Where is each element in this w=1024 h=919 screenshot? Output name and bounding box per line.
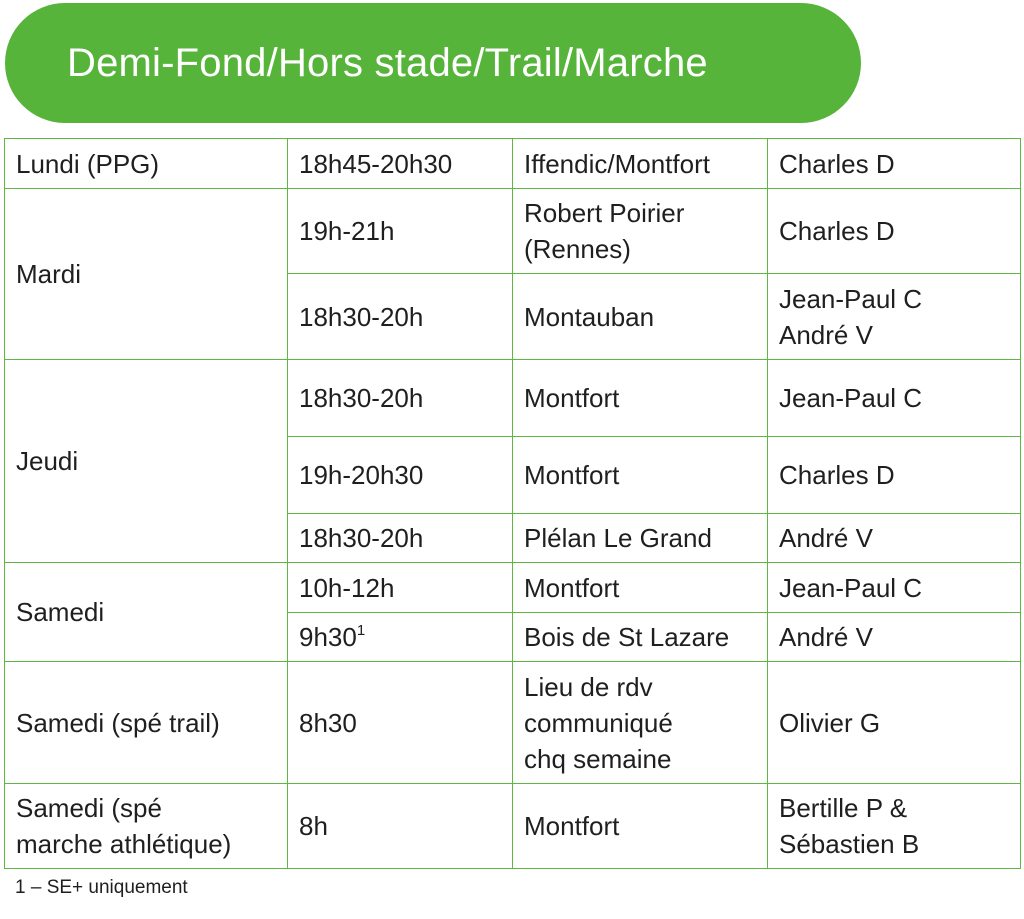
place-cell [513,139,768,189]
time-cell [288,139,513,189]
coach-value: Charles D [779,460,895,490]
time-value: 18h45-20h30 [299,148,453,179]
day-cell [5,139,288,189]
time-value: 8h30 [299,707,357,738]
place-cell [513,437,768,514]
day-label: Samedi (spé [16,793,162,823]
time-cell [288,563,513,613]
coach-value: André V [779,523,873,553]
time-value: 8h [299,811,328,841]
time-cell [288,613,513,662]
table-row [5,189,1021,274]
day-cell [5,784,288,869]
title-banner [5,3,861,123]
day-cell [5,563,288,662]
place-value: Montfort [524,460,620,490]
table-row [5,360,1021,437]
coach-cell [768,139,1021,189]
place-value: Robert Poirier [524,198,685,228]
time-value: 18h30-20h [299,301,424,332]
day-label: Jeudi [16,446,79,476]
day-cell [5,189,288,360]
time-value: 19h-21h [299,216,395,246]
time-cell [288,662,513,784]
day-label: marche athlétique) [16,829,232,859]
time-cell [288,189,513,274]
time-value: 10h-12h [299,572,395,603]
coach-cell [768,563,1021,613]
place-value: Montauban [524,301,655,332]
day-label: Samedi [16,597,105,627]
place-cell [513,514,768,563]
time-cell [288,437,513,514]
time-value: 9h30 [299,622,357,652]
coach-value: Charles D [779,148,895,179]
table-row [5,139,1021,189]
place-value: Iffendic/Montfort [524,148,710,179]
time-cell [288,274,513,360]
place-value: communiqué [524,707,673,738]
coach-value: Jean-Paul C [779,383,923,413]
day-label: Mardi [16,259,82,289]
coach-value: Bertille P & [779,793,908,823]
coach-cell [768,360,1021,437]
coach-cell [768,437,1021,514]
place-value: Plélan Le Grand [524,523,712,553]
coach-cell [768,189,1021,274]
coach-cell [768,613,1021,662]
place-value: Montfort [524,572,620,603]
coach-value: André V [779,622,873,652]
coach-cell [768,514,1021,563]
coach-cell [768,784,1021,869]
page-title: Demi-Fond/Hors stade/Trail/Marche [67,40,708,85]
place-cell [513,360,768,437]
time-value: 19h-20h30 [299,460,424,490]
day-label: Samedi (spé trail) [16,707,220,738]
place-value: Lieu de rdv [524,671,653,702]
time-cell [288,360,513,437]
place-value: chq semaine [524,743,672,774]
time-value: 18h30-20h [299,383,424,413]
time-cell [288,514,513,563]
coach-value: Jean-Paul C [779,572,923,603]
coach-value: Jean-Paul C [779,283,923,314]
table-row [5,563,1021,613]
coach-value: André V [779,319,873,350]
place-value: Bois de St Lazare [524,622,730,652]
place-value: Montfort [524,383,620,413]
place-value: Montfort [524,811,620,841]
coach-value: Olivier G [779,707,881,738]
place-value: (Rennes) [524,234,631,264]
day-cell [5,360,288,563]
place-cell [513,563,768,613]
coach-value: Charles D [779,216,895,246]
day-label: Lundi (PPG) [16,148,160,179]
place-cell [513,274,768,360]
place-cell [513,662,768,784]
coach-value: Sébastien B [779,829,920,859]
place-cell [513,613,768,662]
day-cell [5,662,288,784]
time-cell [288,784,513,869]
place-cell [513,189,768,274]
coach-cell [768,662,1021,784]
time-value: 18h30-20h [299,523,424,553]
place-cell [513,784,768,869]
footnote-marker: 1 [356,622,366,639]
coach-cell [768,274,1021,360]
footnote: 1 – SE+ uniquement [15,877,188,898]
table-row [5,784,1021,869]
training-schedule-table [4,138,1021,869]
table-row [5,662,1021,784]
